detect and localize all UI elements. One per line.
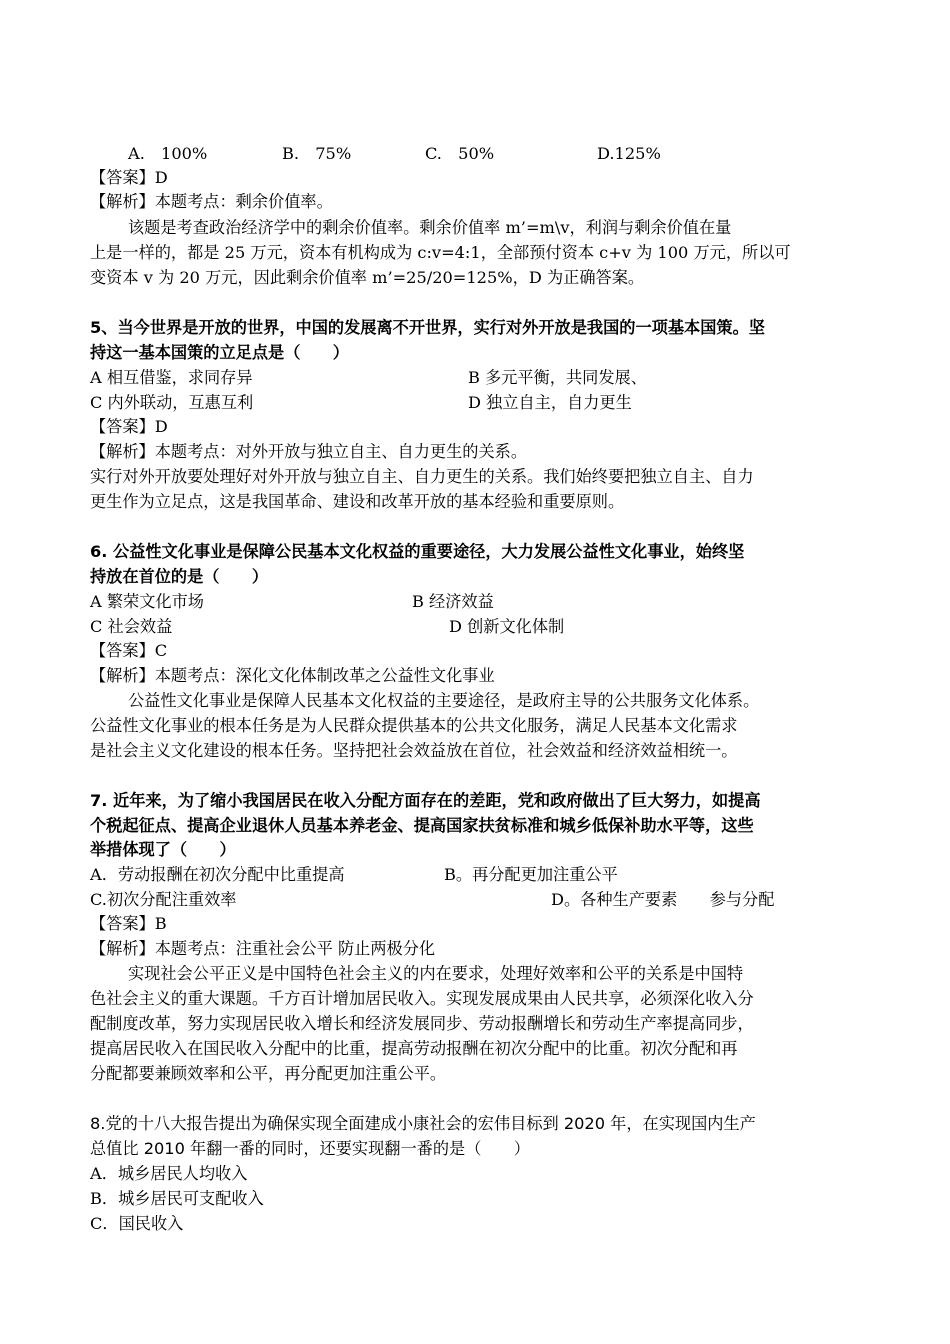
q8-option-a: A．城乡居民人均收入 [90, 1164, 248, 1183]
q7-explanation-line: 色社会主义的重大课题。千方百计增加居民收入。实现发展成果由人民共享，必须深化收入分 [90, 989, 754, 1008]
q5-option-b: B 多元平衡，共同发展、 [468, 368, 647, 387]
q7-explanation-line: 提高居民收入在国民收入分配中的比重，提高劳动报酬在初次分配中的比重。初次分配和再 [90, 1039, 738, 1058]
q7-explanation-line: 配制度改革，努力实现居民收入增长和经济发展同步、劳动报酬增长和劳动生产率提高同步， [90, 1014, 754, 1033]
q4-analysis-label: 【解析】本题考点：剩余价值率。 [90, 192, 333, 211]
q7-analysis-label: 【解析】本题考点：注重社会公平 防止两极分化 [90, 939, 436, 958]
q5-option-d: D 独立自主，自力更生 [468, 393, 632, 412]
q4-option-a: A. 100% [128, 144, 208, 163]
q6-option-a: A 繁荣文化市场 [90, 592, 204, 611]
q6-question-line: 6. 公益性文化事业是保障公民基本文化权益的重要途径，大力发展公益性文化事业，始终坚 [90, 542, 745, 561]
q4-option-c: C. 50% [425, 144, 495, 163]
q5-explanation-line: 实行对外开放要处理好对外开放与独立自主、自力更生的关系。我们始终要把独立自主、自力 [90, 467, 754, 486]
q7-option-b: B。再分配更加注重公平 [444, 865, 618, 884]
q7-option-d: D。各种生产要素 参与分配 [551, 890, 775, 909]
q7-explanation-line: 分配都要兼顾效率和公平，再分配更加注重公平。 [90, 1064, 447, 1083]
q8-question-line: 总值比 2010 年翻一番的同时，还要实现翻一番的是（ ） [90, 1139, 530, 1158]
q4-explanation-line: 上是一样的，都是 25 万元，资本有机构成为 c:v=4:1，全部预付资本 c+v 为 100 万元，所以可 [90, 243, 791, 262]
q8-question-line: 8.党的十八大报告提出为确保实现全面建成小康社会的宏伟目标到 2020 年，在实现国内生产 [90, 1114, 756, 1133]
q6-answer: 【答案】C [90, 641, 168, 660]
q5-explanation-line: 更生作为立足点，这是我国革命、建设和改革开放的基本经验和重要原则。 [90, 492, 625, 511]
q7-explanation-line: 实现社会公平正义是中国特色社会主义的内在要求，处理好效率和公平的关系是中国特 [128, 964, 744, 983]
q4-explanation-line: 该题是考查政治经济学中的剩余价值率。剩余价值率 m’=m\v，利润与剩余价值在量 [128, 218, 732, 237]
q4-option-b: B. 75% [282, 144, 352, 163]
q7-answer: 【答案】B [90, 914, 167, 933]
q7-option-c: C.初次分配注重效率 [90, 890, 237, 909]
q6-option-b: B 经济效益 [412, 592, 494, 611]
q6-explanation-line: 公益性文化事业是保障人民基本文化权益的主要途径，是政府主导的公共服务文化体系。 [128, 691, 760, 710]
q6-explanation-line: 公益性文化事业的根本任务是为人民群众提供基本的公共文化服务，满足人民基本文化需求 [90, 716, 738, 735]
q5-option-c: C 内外联动，互惠互利 [90, 393, 254, 412]
q5-option-a: A 相互借鉴，求同存异 [90, 368, 253, 387]
q8-option-c: C．国民收入 [90, 1214, 184, 1233]
q4-option-d: D.125% [597, 144, 661, 163]
q7-option-a: A．劳动报酬在初次分配中比重提高 [90, 865, 345, 884]
q7-question-line: 个税起征点、提高企业退休人员基本养老金、提高国家扶贫标准和城乡低保补助水平等，这些 [90, 816, 754, 835]
q6-option-d: D 创新文化体制 [449, 617, 565, 636]
q5-question-line: 持这一基本国策的立足点是（ ） [90, 343, 349, 362]
q6-question-line: 持放在首位的是（ ） [90, 567, 269, 586]
q6-option-c: C 社会效益 [90, 617, 173, 636]
q8-option-b: B．城乡居民可支配收入 [90, 1189, 264, 1208]
q4-explanation-line: 变资本 v 为 20 万元，因此剩余价值率 m’=25/20=125%，D 为正确答案。 [90, 268, 645, 287]
q6-explanation-line: 是社会主义文化建设的根本任务。坚持把社会效益放在首位，社会效益和经济效益相统一。 [90, 741, 738, 760]
q7-question-line: 7. 近年来，为了缩小我国居民在收入分配方面存在的差距，党和政府做出了巨大努力，如提高 [90, 791, 761, 810]
q5-question-line: 5、当今世界是开放的世界，中国的发展离不开世界，实行对外开放是我国的一项基本国策。坚 [90, 318, 765, 337]
q6-analysis-label: 【解析】本题考点：深化文化体制改革之公益性文化事业 [90, 666, 495, 685]
q4-answer: 【答案】D [90, 168, 168, 187]
q5-answer: 【答案】D [90, 417, 168, 436]
q7-question-line: 举措体现了（ ） [90, 840, 236, 859]
q5-analysis-label: 【解析】本题考点：对外开放与独立自主、自力更生的关系。 [90, 442, 528, 461]
